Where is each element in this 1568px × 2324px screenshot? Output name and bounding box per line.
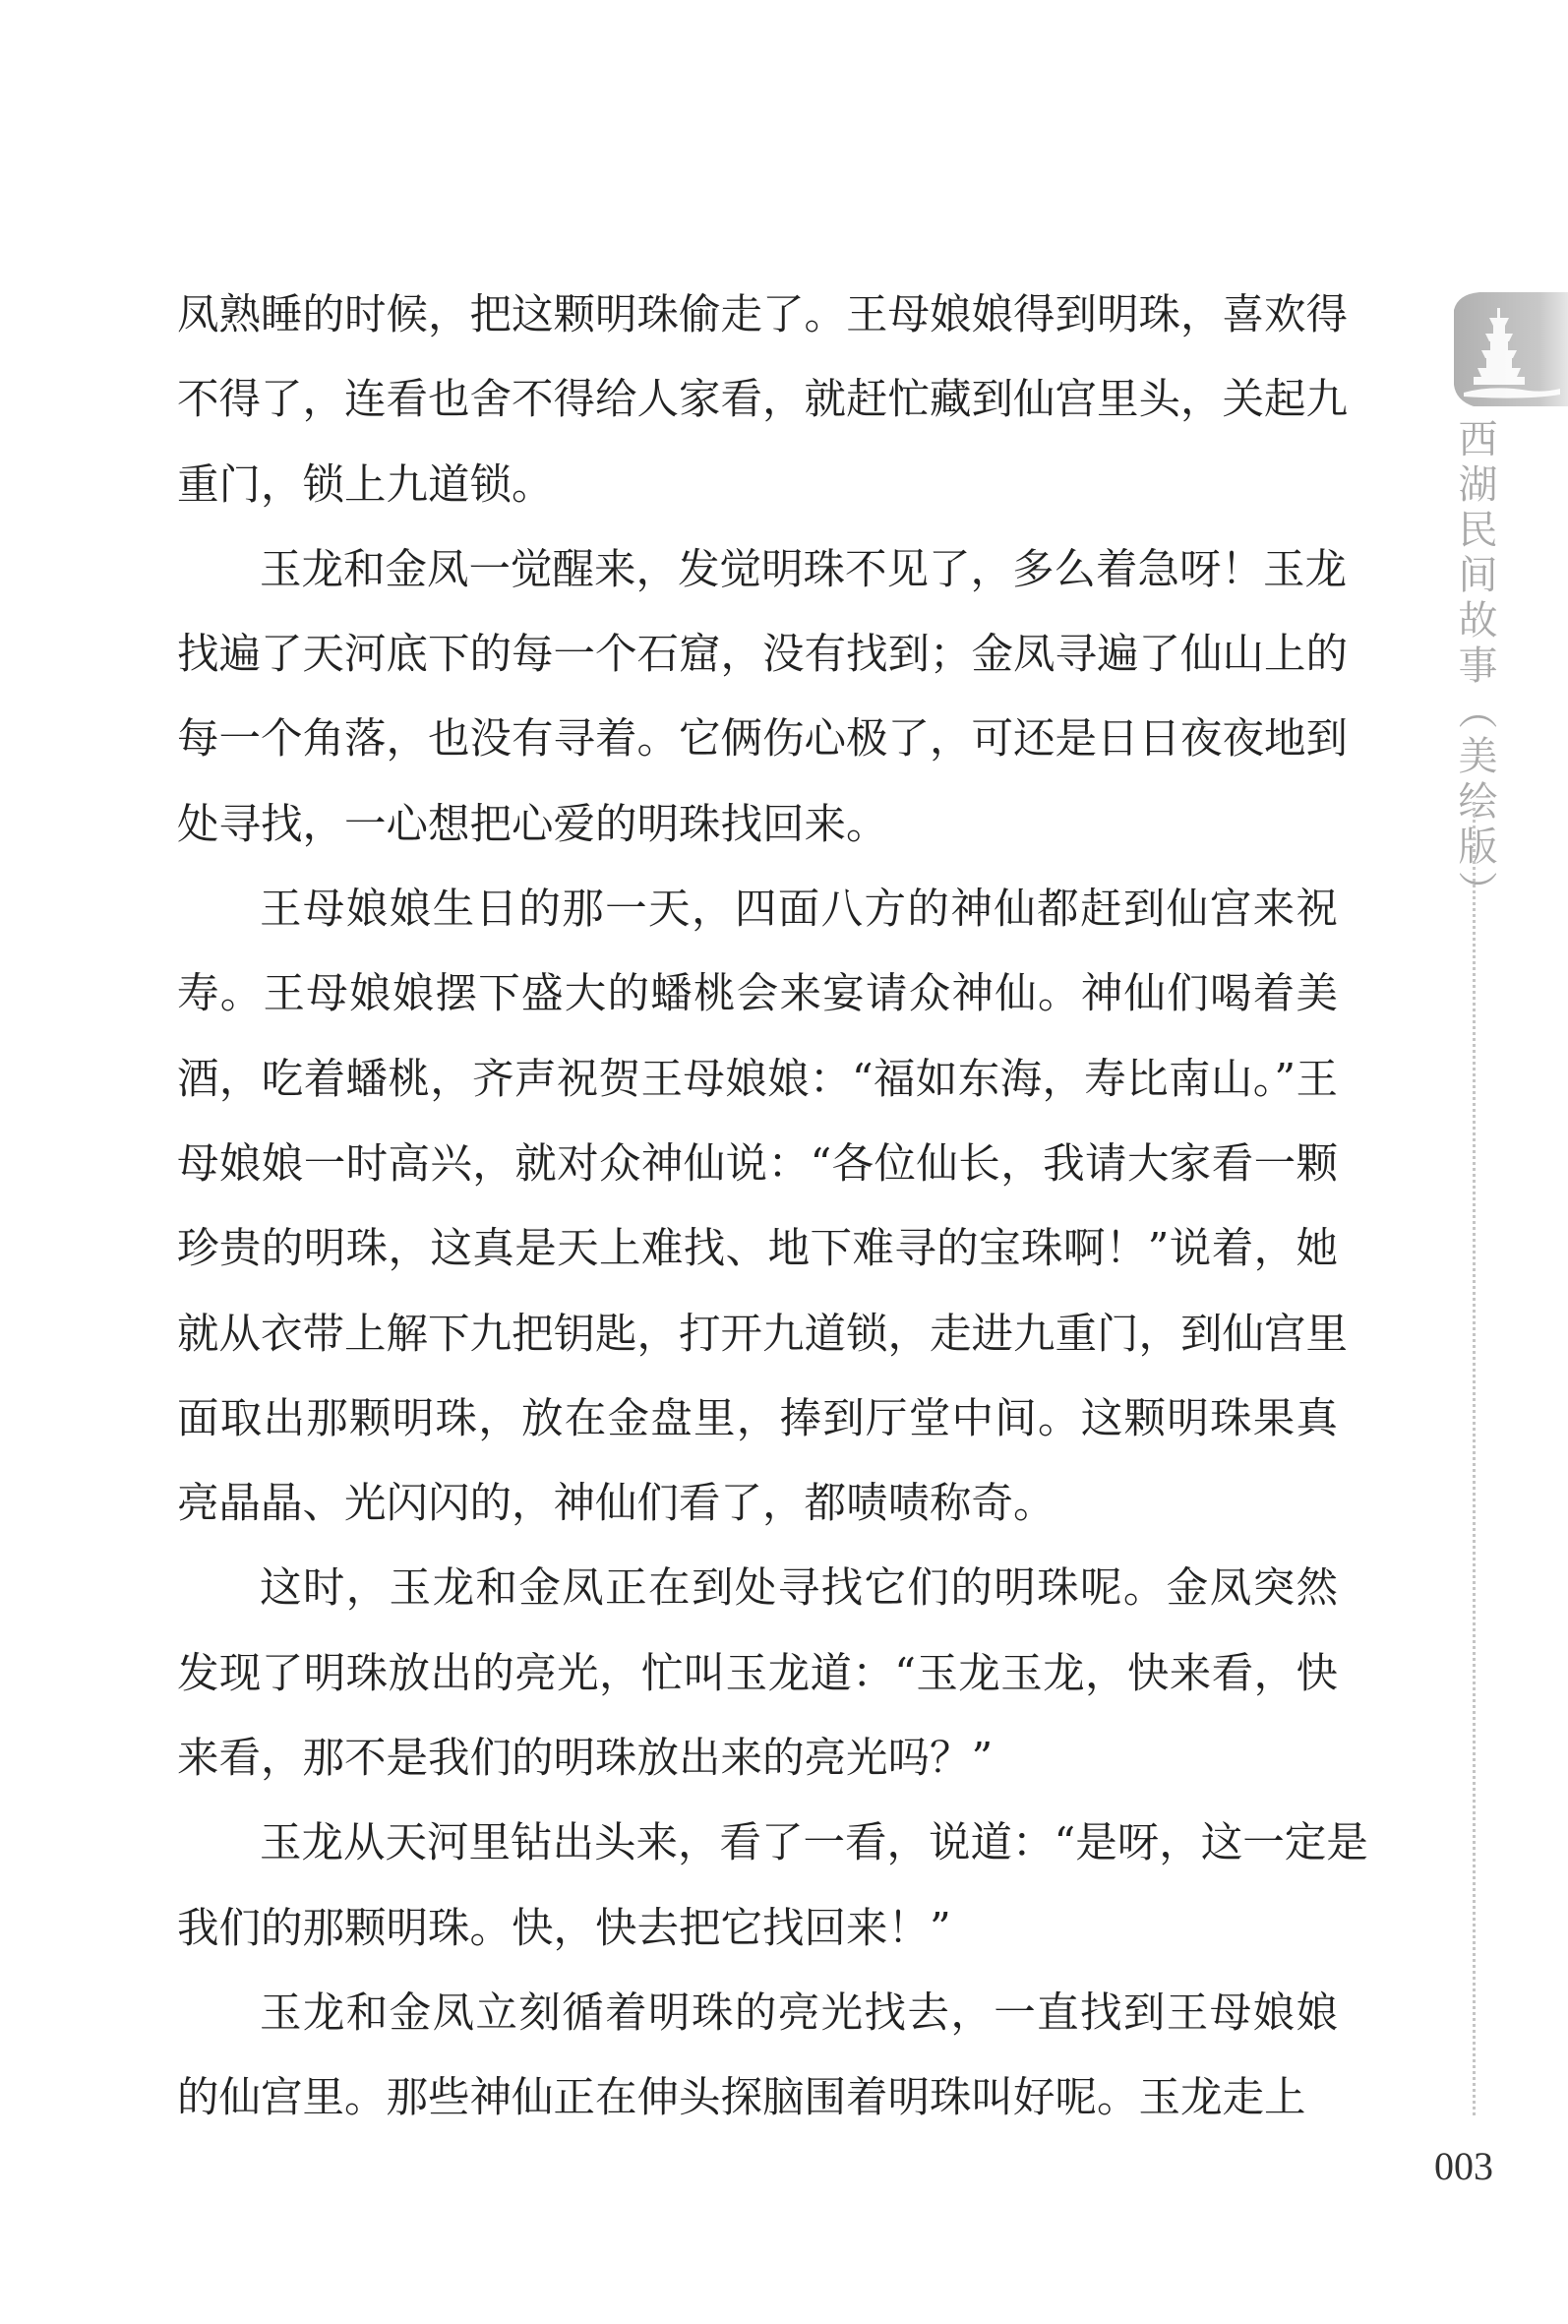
text-line: 面取出那颗明珠，放在金盘里，捧到厅堂中间。这颗明珠果真	[177, 1394, 1338, 1443]
text-line: 不得了，连看也舍不得给人家看，就赶忙藏到仙宫里头，关起九	[177, 376, 1349, 425]
text-line: 玉龙和金凤立刻循着明珠的亮光找去，一直找到王母娘娘	[260, 1988, 1338, 2038]
text-line: 发现了明珠放出的亮光，忙叫玉龙道：“玉龙玉龙，快来看，快	[177, 1649, 1338, 1698]
text-line: 找遍了天河底下的每一个石窟，没有找到；金凤寻遍了仙山上的	[177, 631, 1349, 680]
paragraph	[177, 868, 1349, 1547]
text-line: 处寻找，一心想把心爱的明珠找回来。	[177, 800, 888, 849]
paragraph	[177, 1802, 1368, 1972]
paragraph	[177, 274, 1349, 528]
text-line: 我们的那颗明珠。快，快去把它找回来！”	[177, 1904, 951, 1953]
text-line: 母娘娘一时高兴，就对众神仙说：“各位仙长，我请大家看一颗	[177, 1139, 1338, 1189]
running-title: 西湖民间故事︵美绘版︶	[1452, 418, 1497, 916]
text-line: 珍贵的明珠，这真是天上难找、地下难寻的宝珠啊！”说着，她	[177, 1225, 1338, 1274]
text-line: 王母娘娘生日的那一天，四面八方的神仙都赶到仙宫来祝	[260, 886, 1338, 935]
text-line: 来看，那不是我们的明珠放出来的亮光吗？”	[177, 1735, 994, 1784]
page-number: 003	[1434, 2144, 1493, 2188]
text-line: 这时，玉龙和金凤正在到处寻找它们的明珠呢。金凤突然	[260, 1564, 1338, 1614]
paragraph	[177, 1972, 1338, 2142]
text-line: 亮晶晶、光闪闪的，神仙们看了，都啧啧称奇。	[177, 1480, 1055, 1529]
text-line: 凤熟睡的时候，把这颗明珠偷走了。王母娘娘得到明珠，喜欢得	[177, 291, 1349, 339]
text-line: 每一个角落，也没有寻着。它俩伤心极了，可还是日日夜夜地到	[177, 715, 1349, 764]
text-line: 就从衣带上解下九把钥匙，打开九道锁，走进九重门，到仙宫里	[177, 1310, 1349, 1359]
body-text	[177, 274, 1368, 2142]
text-line: 玉龙和金凤一觉醒来，发觉明珠不见了，多么着急呀！玉龙	[260, 545, 1348, 594]
text-line: 的仙宫里。那些神仙正在伸头探脑围着明珠叫好呢。玉龙走上	[177, 2074, 1306, 2123]
text-line: 重门，锁上九道锁。	[177, 460, 554, 510]
paragraph	[177, 1547, 1338, 1802]
pagoda-emblem-icon	[1454, 290, 1568, 408]
text-line: 酒，吃着蟠桃，齐声祝贺王母娘娘：“福如东海，寿比南山。”王	[177, 1055, 1338, 1104]
text-line: 玉龙从天河里钻出头来，看了一看，说道：“是呀，这一定是	[260, 1819, 1368, 1868]
dotted-divider	[1473, 802, 1476, 2115]
text-line: 寿。王母娘娘摆下盛大的蟠桃会来宴请众神仙。神仙们喝着美	[177, 970, 1338, 1019]
paragraph	[177, 528, 1349, 868]
